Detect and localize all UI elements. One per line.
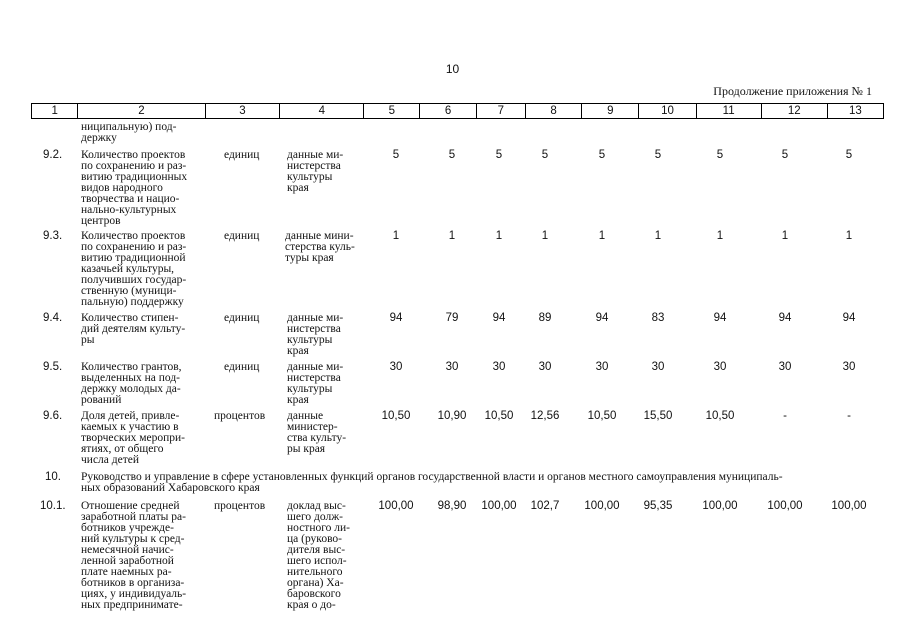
value-cell: 30 [651,361,665,373]
indicator-name: Доля детей, привле- каемых к участию в творческих меропри- ятиях, от общего числа детей [81,410,186,466]
unit-cell: процентов [214,410,266,422]
value-cell: 5 [598,149,606,161]
value-cell: 30 [595,361,609,373]
indicator-name: Отношение средней заработной платы ра- ботников учрежде- ний культуры к сред- немесячной начис- ленной заработной плате наемных ра- ботников в организа- циях, у индивидуаль- ных предпринимате- [81,500,187,611]
value-cell: 94 [389,312,403,324]
header-cell: 2 [78,104,205,118]
value-cell: 12,56 [530,410,560,422]
source-cell: данные мини- стерства куль- туры края [285,230,355,264]
unit-cell: единиц [224,312,260,324]
header-cell: 4 [280,104,364,118]
value-cell: 1 [845,230,853,242]
value-cell: 30 [778,361,792,373]
source-cell: данные ми- нистерства культуры края [287,361,344,406]
value-cell: 5 [448,149,456,161]
value-cell: 89 [538,312,552,324]
value-cell: 5 [716,149,724,161]
value-cell: 94 [595,312,609,324]
header-cell: 8 [526,104,582,118]
indicator-name: Количество стипен- дий деятелям культу- ры [81,312,186,346]
value-cell: 10,50 [587,410,617,422]
value-cell: 10,50 [381,410,411,422]
value-cell: 15,50 [643,410,673,422]
indicator-name: Количество грантов, выделенных на под- держку молодых да- рований [81,361,182,406]
value-cell: 10,50 [705,410,735,422]
unit-cell: единиц [224,230,260,242]
value-cell: 30 [713,361,727,373]
continuation-label: Продолжение приложения № 1 [713,84,872,98]
header-cell: 6 [420,104,476,118]
header-cell: 9 [582,104,639,118]
section-number: 10. [45,471,61,483]
row-number: 9.5. [43,361,63,373]
value-cell: 30 [492,361,506,373]
header-cell: 7 [477,104,526,118]
value-cell: 83 [651,312,665,324]
value-cell: 5 [495,149,503,161]
value-cell: - [783,410,787,422]
value-cell: 30 [445,361,459,373]
value-cell: 95,35 [643,500,673,512]
indicator-name: Количество проектов по сохранению и раз- витию традиционных видов народного творчества и нацио- нально-культурных центров [81,149,188,227]
value-cell: 79 [445,312,459,324]
value-cell: 100,00 [702,500,738,512]
row-number: 9.2. [43,149,63,161]
header-cell: 13 [848,105,862,117]
header-cell: 11 [697,104,762,118]
value-cell: 10,50 [484,410,514,422]
table-header [31,103,884,119]
unit-cell: процентов [214,500,266,512]
value-cell: 1 [716,230,724,242]
value-cell: 5 [392,149,400,161]
value-cell: 5 [654,149,662,161]
header-cell: 3 [206,104,281,118]
value-cell: 1 [654,230,662,242]
value-cell: 100,00 [584,500,620,512]
value-cell: 30 [538,361,552,373]
value-cell: 1 [598,230,606,242]
row-number: 10.1. [40,500,66,512]
value-cell: 10,90 [437,410,467,422]
value-cell: 102,7 [530,500,560,512]
carry-over-text: ниципальную) под- держку [81,121,177,144]
value-cell: 100,00 [767,500,803,512]
header-cell: 12 [762,104,828,118]
value-cell: 30 [842,361,856,373]
value-cell: 5 [781,149,789,161]
value-cell: - [847,410,851,422]
value-cell: 100,00 [378,500,414,512]
header-cell: 1 [32,104,78,118]
value-cell: 94 [713,312,727,324]
value-cell: 94 [492,312,506,324]
value-cell: 1 [448,230,456,242]
unit-cell: единиц [224,149,260,161]
value-cell: 1 [781,230,789,242]
indicator-name: Количество проектов по сохранению и раз- витию традиционной казачьей культуры, получивших государ- ственную (муници- пальную) поддержку [81,230,187,308]
unit-cell: единиц [224,361,260,373]
row-number: 9.6. [43,410,63,422]
source-cell: данные ми- нистерства культуры края [287,149,344,194]
value-cell: 94 [778,312,792,324]
source-cell: данные министер- ства культу- ры края [287,410,347,455]
value-cell: 94 [842,312,856,324]
value-cell: 5 [845,149,853,161]
page-number: 10 [445,62,460,76]
source-cell: данные ми- нистерства культуры края [287,312,344,357]
value-cell: 1 [392,230,400,242]
value-cell: 100,00 [481,500,517,512]
header-cell: 5 [364,104,420,118]
value-cell: 1 [495,230,503,242]
source-cell: доклад выс- шего долж- ностного ли- ца (руково- дителя выс- шего испол- нительного органа) Ха- баровского края о до- [287,500,351,611]
value-cell: 30 [389,361,403,373]
row-number: 9.4. [43,312,63,324]
header-cell: 10 [639,104,696,118]
value-cell: 100,00 [831,500,867,512]
section-title: Руководство и управление в сфере установленных функций органов государственной власти и органов местного самоуправления муниципаль- ных образований Хабаровского края [81,471,783,494]
value-cell: 98,90 [437,500,467,512]
value-cell: 1 [541,230,549,242]
row-number: 9.3. [43,230,63,242]
value-cell: 5 [541,149,549,161]
